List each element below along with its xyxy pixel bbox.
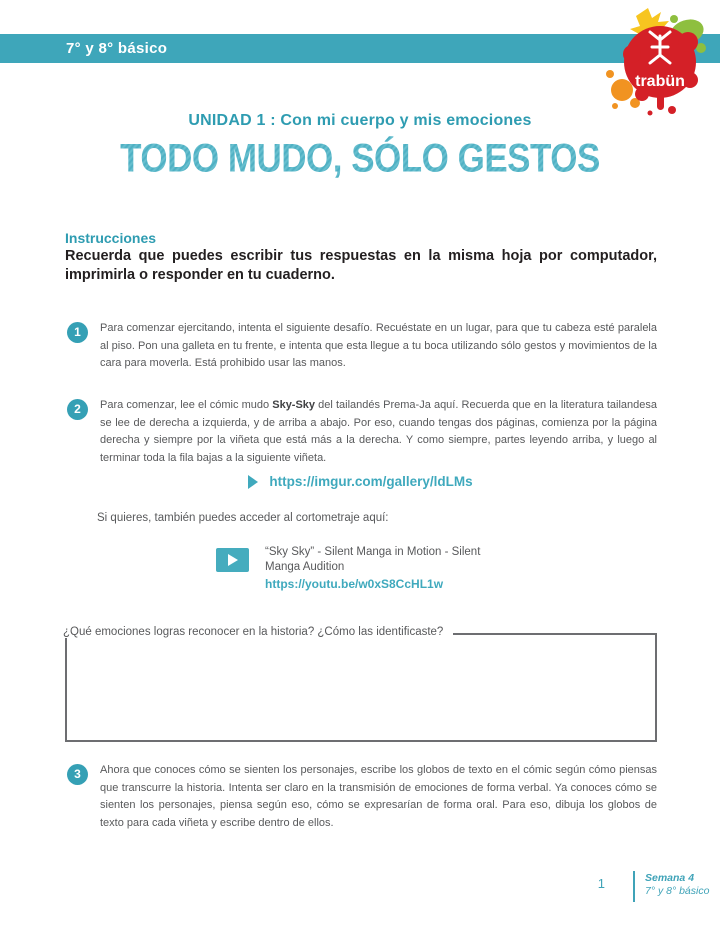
page-title: TODO MUDO, SÓLO GESTOS — [0, 136, 720, 182]
comic-link[interactable]: https://imgur.com/gallery/ldLMs — [269, 474, 473, 489]
video-title-line1: “Sky Sky” - Silent Manga in Motion - Silent — [265, 546, 481, 558]
logo-wordmark: trabün — [635, 73, 685, 90]
page-number: 1 — [597, 876, 605, 891]
step-2-number: 2 — [67, 399, 88, 420]
step-3-text: Ahora que conoces cómo se sienten los personajes, escribe los globos de texto en el cómic según cómo piensas que transcurre la historia. Intenta ser claro en la transmisión de emociones de forma verbal. Ya conoces cómo se sienten los personajes, piensa según eso, cómo se expresarían de forma oral. Para eso, dibuja los globos de texto para cada viñeta y escribe dentro de ellos. — [100, 764, 657, 829]
instructions-body: Recuerda que puedes escribir tus respuestas en la misma hoja por computador, imprimirla o responder en tu cuaderno. — [65, 248, 657, 283]
grade-label: 7° y 8° básico — [66, 40, 168, 57]
question-label: ¿Qué emociones logras reconocer en la historia? ¿Cómo las identificaste? — [63, 626, 453, 638]
footer-week: Semana 4 — [645, 872, 695, 884]
footer-meta — [645, 872, 709, 898]
step-1-text: Para comenzar ejercitando, intenta el siguiente desafío. Recuéstate en un lugar, para que tu cabeza esté paralela al piso. Pon una galleta en tu frente, e intenta que esta llegue a tu boca utilizando sólo gestos y movimientos de la cara para moverla. Está prohibido usar las manos. — [100, 322, 657, 369]
footer-grade: 7° y 8° básico — [645, 885, 710, 897]
step-2-text-before: Para comenzar, lee el cómic mudo — [100, 399, 273, 411]
step-2-text — [100, 397, 657, 467]
step-2-text-after: del tailandés Prema-Ja aquí. Recuerda que en la literatura tailandesa se lee de derecha a izquierda, y de arriba a abajo. Por eso, cuando tengas dos páginas, comienza por la página derecha y siempre por la viñeta que está más a la derecha. Y como siempre, partes leyendo arriba, y luego al terminar toda la fila bajas a la siguiente viñeta. — [100, 399, 657, 464]
video-title-line2: Manga Audition — [265, 561, 345, 573]
video-link[interactable]: https://youtu.be/w0xS8CcHL1w — [265, 577, 444, 591]
step-2-text-bold: Sky-Sky — [272, 399, 316, 411]
video-intro-text: Si quieres, también puedes acceder al cortometraje aquí: — [97, 512, 389, 524]
step-1-number: 1 — [67, 322, 88, 343]
trabun-logo — [602, 6, 716, 118]
video-play-button[interactable] — [216, 548, 249, 572]
logo-splash-graphic — [602, 6, 716, 118]
instructions-heading: Instrucciones — [65, 230, 157, 246]
footer-divider — [633, 871, 635, 902]
play-icon — [247, 475, 259, 489]
step-3-number: 3 — [67, 764, 88, 785]
video-meta — [265, 545, 545, 591]
comic-link-row — [0, 474, 720, 489]
unit-title: UNIDAD 1 : Con mi cuerpo y mis emociones — [188, 112, 532, 129]
play-icon-white — [228, 554, 238, 566]
answer-box[interactable] — [63, 626, 657, 742]
